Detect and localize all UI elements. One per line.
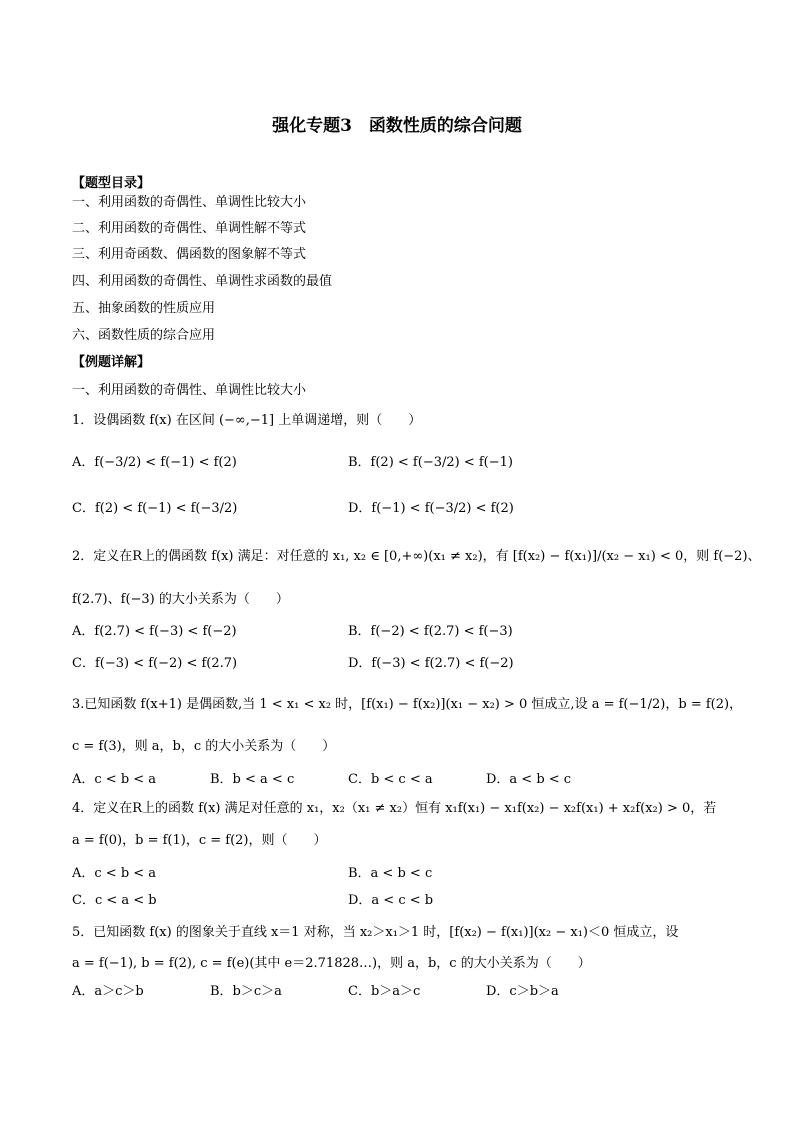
toc-item: 三、利用奇函数、偶函数的图象解不等式 xyxy=(72,247,307,262)
q1-option-a: A．f(−3/2) < f(−1) < f(2) xyxy=(72,455,237,470)
question-2-stem-line1: 2．定义在R上的偶函数 f(x) 满足：对任意的 x₁, x₂ ∈ [0,+∞)(x₁ ≠ x₂)，有 [f(x₂) − f(x₁)]/(x₂ − x₁) < 0，则 f(−2)、 xyxy=(72,549,761,564)
q5-option-c: C．b＞a＞c xyxy=(348,984,421,999)
question-2-stem-line2: f(2.7)、f(−3) 的大小关系为（ ） xyxy=(72,592,289,607)
q4-option-b: B．a < b < c xyxy=(348,866,433,881)
question-3-stem-line1: 3.已知函数 f(x+1) 是偶函数,当 1 < x₁ < x₂ 时，[f(x₁) − f(x₂)](x₁ − x₂) > 0 恒成立,设 a = f(−1/2)，b = f(2)， xyxy=(72,697,743,712)
toc-heading: 【题型目录】 xyxy=(72,176,151,191)
toc-item: 四、利用函数的奇偶性、单调性求函数的最值 xyxy=(72,274,333,289)
q1-option-b: B．f(2) < f(−3/2) < f(−1) xyxy=(348,455,513,470)
q2-option-d: D．f(−3) < f(2.7) < f(−2) xyxy=(348,656,514,671)
q3-option-b: B．b < a < c xyxy=(210,772,295,787)
q4-option-a: A．c < b < a xyxy=(72,866,157,881)
q4-option-d: D．a < c < b xyxy=(348,893,434,908)
q5-option-d: D．c＞b＞a xyxy=(486,984,559,999)
page-title: 强化专题3 函数性质的综合问题 xyxy=(272,116,522,136)
q1-option-c: C．f(2) < f(−1) < f(−3/2) xyxy=(72,501,238,516)
q3-option-c: C．b < c < a xyxy=(348,772,433,787)
examples-heading: 【例题详解】 xyxy=(72,355,151,370)
question-5-stem-line2: a = f(−1), b = f(2), c = f(e)(其中 e＝2.71828…)，则 a，b，c 的大小关系为（ ） xyxy=(72,956,591,971)
section-title: 一、利用函数的奇偶性、单调性比较大小 xyxy=(72,383,307,398)
toc-item: 一、利用函数的奇偶性、单调性比较大小 xyxy=(72,195,307,210)
q4-option-c: C．c < a < b xyxy=(72,893,157,908)
q3-option-a: A．c < b < a xyxy=(72,772,157,787)
toc-item: 五、抽象函数的性质应用 xyxy=(72,301,216,316)
q2-option-a: A．f(2.7) < f(−3) < f(−2) xyxy=(72,624,237,639)
q5-option-a: A．a＞c＞b xyxy=(72,984,144,999)
question-3-stem-line2: c = f(3)，则 a，b，c 的大小关系为（ ） xyxy=(72,739,336,754)
q2-option-b: B．f(−2) < f(2.7) < f(−3) xyxy=(348,624,513,639)
question-4-stem-line1: 4．定义在R上的函数 f(x) 满足对任意的 x₁，x₂（x₁ ≠ x₂）恒有 x₁f(x₁) − x₁f(x₂) − x₂f(x₁) + x₂f(x₂) > 0，若 xyxy=(72,801,717,816)
question-4-stem-line2: a = f(0)，b = f(1)，c = f(2)，则（ ） xyxy=(72,833,327,848)
question-5-stem-line1: 5．已知函数 f(x) 的图象关于直线 x＝1 对称，当 x₂＞x₁＞1 时，[f(x₂) − f(x₁)](x₂ − x₁)＜0 恒成立，设 xyxy=(72,925,679,940)
toc-item: 二、利用函数的奇偶性、单调性解不等式 xyxy=(72,221,307,236)
q3-option-d: D．a < b < c xyxy=(486,772,572,787)
question-1-stem: 1．设偶函数 f(x) 在区间 (−∞,−1] 上单调递增，则（ ） xyxy=(72,413,422,428)
toc-item: 六、函数性质的综合应用 xyxy=(72,328,216,343)
q1-option-d: D．f(−1) < f(−3/2) < f(2) xyxy=(348,501,514,516)
q2-option-c: C．f(−3) < f(−2) < f(2.7) xyxy=(72,656,238,671)
q5-option-b: B．b＞c＞a xyxy=(210,984,282,999)
